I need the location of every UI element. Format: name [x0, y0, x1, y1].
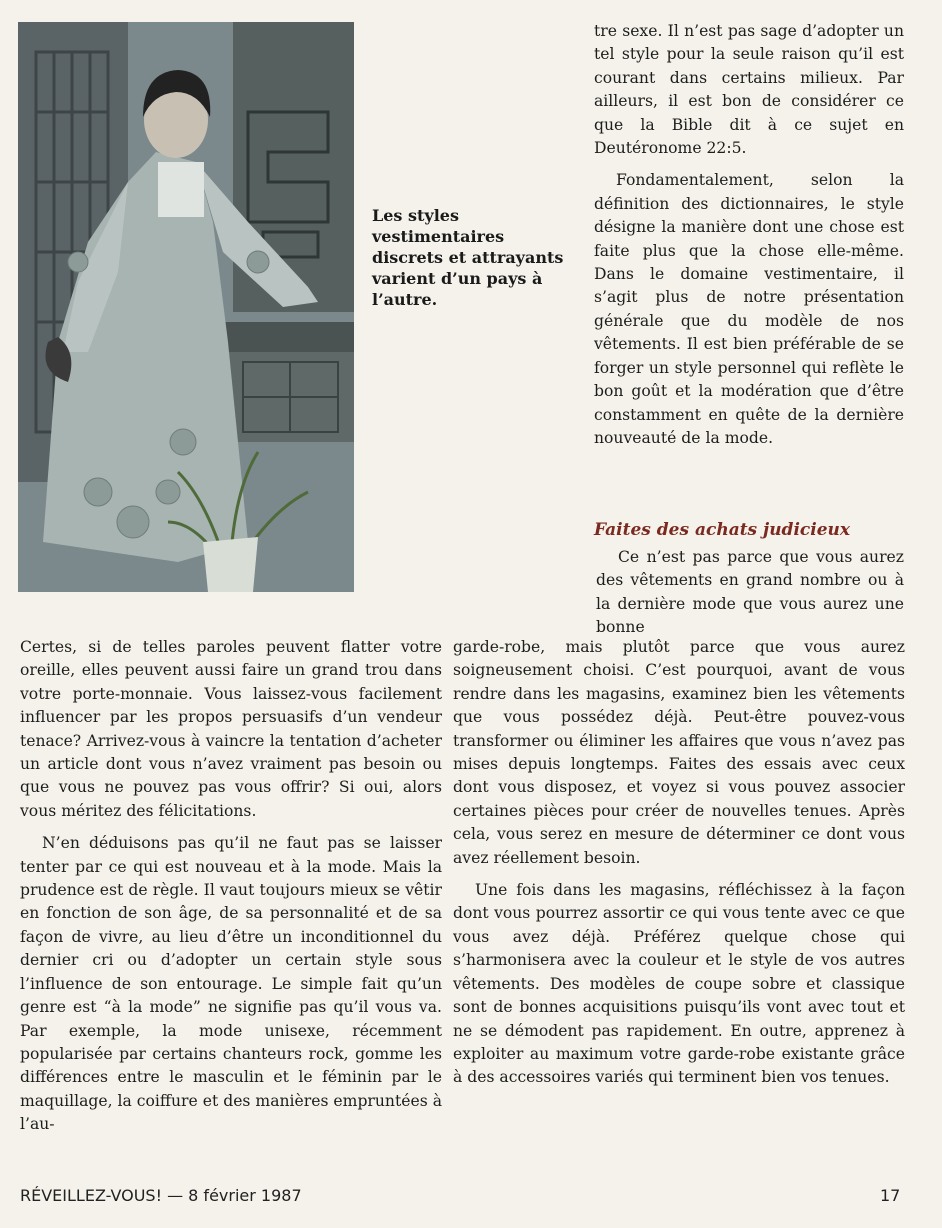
paragraph: garde-robe, mais plutôt parce que vous aurez soigneusement choisi. C’est pourquoi, avant de vous rendre dans les magasins, examinez bien les vêtements que vous possédez déjà. Peut-être pouvez-vous transformer ou éliminer les affaires que vous n’avez pas mises depuis longtemps. Faites des essais avec ceux dont vous disposez, et voyez si vous pouvez associer certaines pièces pour créer de nouvelles tenues. Après cela, vous serez en mesure de déterminer ce dont vous avez réellement besoin.	[453, 638, 905, 867]
left-column	[20, 636, 442, 1137]
paragraph: Fondamentalement, selon la définition des dictionnaires, le style désigne la manière dont une chose est faite plus que la chose elle-même. Dans le domaine vestimentaire, il s’agit plus de notre présentation générale que du modèle de nos vêtements. Il est bien préférable de se forger un style personnel qui reflète le bon goût et la modération que d’être constamment en quête de la dernière nouveauté de la mode.	[594, 171, 904, 447]
right-column-intro: Ce n’est pas parce que vous aurez des vêtements en grand nombre ou à la dernière mode que vous aurez une bonne	[596, 548, 904, 637]
photo-caption: Les styles vestimentaires discrets et attrayants varient d’un pays à l’autre.	[372, 206, 564, 309]
right-column-top	[594, 20, 904, 450]
footer-publication: RÉVEILLEZ-VOUS! — 8 février 1987	[20, 1186, 302, 1205]
page-number: 17	[880, 1186, 901, 1205]
section-heading: Faites des achats judicieux	[594, 520, 851, 540]
photo-woman-in-hanbok	[18, 22, 354, 592]
paragraph: tre sexe. Il n’est pas sage d’adopter un tel style pour la seule raison qu’il est courant dans certains milieux. Par ailleurs, il est bon de considérer ce que la Bible dit à ce sujet en Deutéronome 22:5.	[594, 22, 904, 158]
right-column-bottom	[453, 636, 905, 1090]
paragraph: Une fois dans les magasins, réfléchissez à la façon dont vous pourrez assortir ce qui vous tente avec ce que vous avez déjà. Préférez quelque chose qui s’harmonisera avec la couleur et le style de vos autres vêtements. Des modèles de coupe sobre et classique sont de bonnes acquisitions puisqu’ils vont avec tout et ne se démodent pas rapidement. En outre, apprenez à exploiter au maximum votre garde-robe existante grâce à des accessoires variés qui terminent bien vos tenues.	[453, 881, 905, 1087]
paragraph: N’en déduisons pas qu’il ne faut pas se laisser tenter par ce qui est nouveau et à la mode. Mais la prudence est de règle. Il vaut toujours mieux se vêtir en fonction de son âge, de sa personnalité et de sa façon de vivre, au lieu d’être un inconditionnel du dernier cri ou d’adopter un certain style sous l’influence de son entourage. Le simple fait qu’un genre est “à la mode” ne signifie pas qu’il vous va. Par exemple, la mode unisexe, récemment popularisée par certains chanteurs rock, gomme les différences entre le masculin et le féminin par le maquillage, la coiffure et des manières empruntées à l’au-	[20, 834, 442, 1134]
paragraph: Certes, si de telles paroles peuvent flatter votre oreille, elles peuvent aussi faire un grand trou dans votre porte-monnaie. Vous laissez-vous facilement influencer par les propos persuasifs d’un vendeur tenace? Arrivez-vous à vaincre la tentation d’acheter un article dont vous n’avez vraiment pas besoin ou que vous ne pouvez pas vous offrir? Si oui, alors vous méritez des félicitations.	[20, 638, 442, 820]
photo-illustration	[18, 22, 354, 592]
